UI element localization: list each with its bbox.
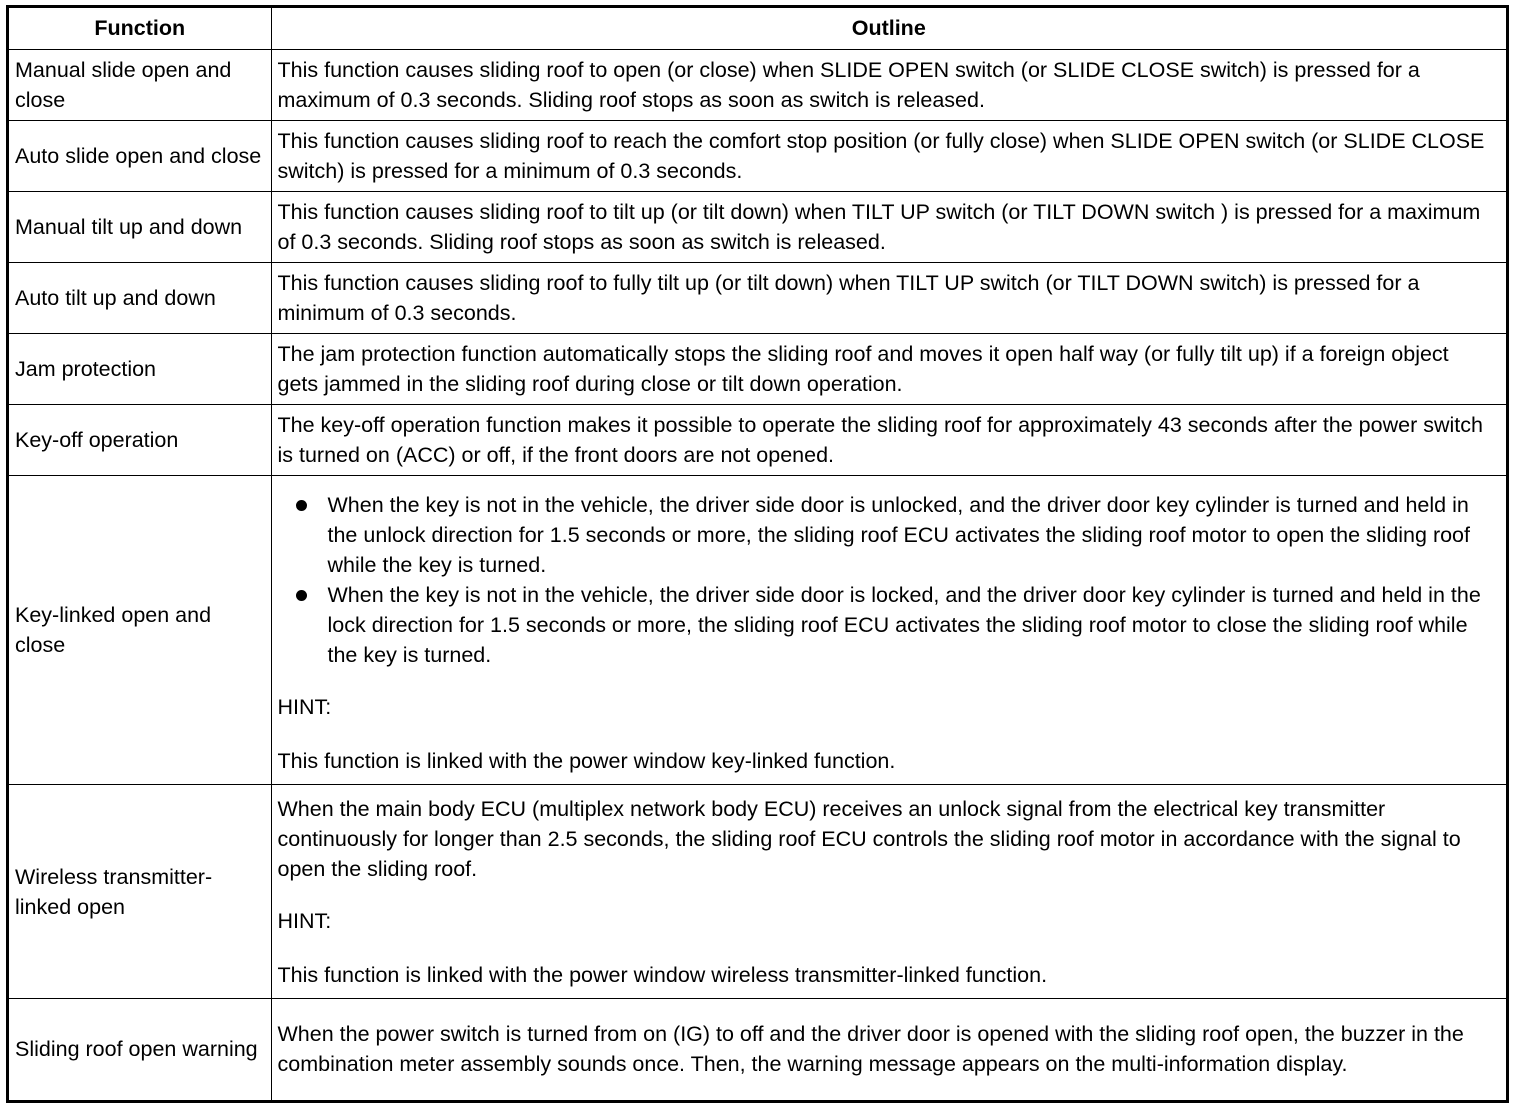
hint-text: This function is linked with the power window wireless transmitter-linked function. (277, 962, 1048, 987)
outline-cell: This function causes sliding roof to fully tilt up (or tilt down) when TILT UP switch (or TILT DOWN switch) is pressed for a minimum of 0.3 seconds. (271, 263, 1506, 334)
table-row (9, 191, 1506, 262)
table-row (9, 476, 1506, 785)
function-cell: Key-linked open and close (9, 476, 271, 785)
outline-cell: This function causes sliding roof to tilt up (or tilt down) when TILT UP switch (or TILT DOWN switch ) is pressed for a maximum of 0.3 seconds. Sliding roof stops as soon as switch is released. (271, 191, 1506, 262)
bullet-icon (296, 500, 307, 511)
function-table-frame (6, 5, 1509, 1103)
header-row (9, 8, 1506, 49)
function-cell: Key-off operation (9, 405, 271, 476)
list-item (278, 580, 1493, 670)
function-cell: Manual tilt up and down (9, 191, 271, 262)
function-outline-table (9, 8, 1506, 1100)
bullet-list (278, 490, 1493, 670)
outline-cell: When the power switch is turned from on (IG) to off and the driver door is opened with the sliding roof open, the buzzer in the combination meter assembly sounds once. Then, the warning message appears on the multi-information display. (271, 998, 1506, 1100)
outline-cell (271, 476, 1506, 785)
function-cell: Auto slide open and close (9, 120, 271, 191)
function-cell: Jam protection (9, 334, 271, 405)
outline-text: When the main body ECU (multiplex network body ECU) receives an unlock signal from the electrical key transmitter continuously for longer than 2.5 seconds, the sliding roof ECU controls the sliding roof motor in accordance with the signal to open the sliding roof. (277, 796, 1461, 881)
table-row (9, 334, 1506, 405)
outline-cell (271, 785, 1506, 998)
table-row (9, 120, 1506, 191)
function-cell: Wireless transmitter-linked open (9, 785, 271, 998)
hint-text: This function is linked with the power window key-linked function. (277, 749, 896, 774)
function-cell: Auto tilt up and down (9, 263, 271, 334)
outline-cell: This function causes sliding roof to open (or close) when SLIDE OPEN switch (or SLIDE CLOSE switch) is pressed for a maximum of 0.3 seconds. Sliding roof stops as soon as switch is released. (271, 49, 1506, 120)
hint-label: HINT: (277, 695, 332, 720)
bullet-text: When the key is not in the vehicle, the driver side door is unlocked, and the driver door key cylinder is turned and held in the unlock direction for 1.5 seconds or more, the sliding roof ECU activates the sliding roof motor to open the sliding roof while the key is turned. (327, 493, 1470, 578)
list-item (278, 490, 1493, 580)
table-row (9, 263, 1506, 334)
function-cell: Manual slide open and close (9, 49, 271, 120)
outline-cell: The key-off operation function makes it possible to operate the sliding roof for approximately 43 seconds after the power switch is turned on (ACC) or off, if the front doors are not opened. (271, 405, 1506, 476)
function-column-header: Function (9, 8, 271, 49)
function-cell: Sliding roof open warning (9, 998, 271, 1100)
bullet-icon (296, 590, 307, 601)
outline-column-header: Outline (271, 8, 1506, 49)
table-row (9, 785, 1506, 998)
table-row (9, 49, 1506, 120)
table-row (9, 998, 1506, 1100)
outline-cell: This function causes sliding roof to reach the comfort stop position (or fully close) when SLIDE OPEN switch (or SLIDE CLOSE switch) is pressed for a minimum of 0.3 seconds. (271, 120, 1506, 191)
bullet-text: When the key is not in the vehicle, the driver side door is locked, and the driver door key cylinder is turned and held in the lock direction for 1.5 seconds or more, the sliding roof ECU activates the sliding roof motor to close the sliding roof while the key is turned. (327, 583, 1481, 668)
hint-label: HINT: (277, 908, 332, 933)
table-row (9, 405, 1506, 476)
outline-cell: The jam protection function automatically stops the sliding roof and moves it open half way (or fully tilt up) if a foreign object gets jammed in the sliding roof during close or tilt down operation. (271, 334, 1506, 405)
